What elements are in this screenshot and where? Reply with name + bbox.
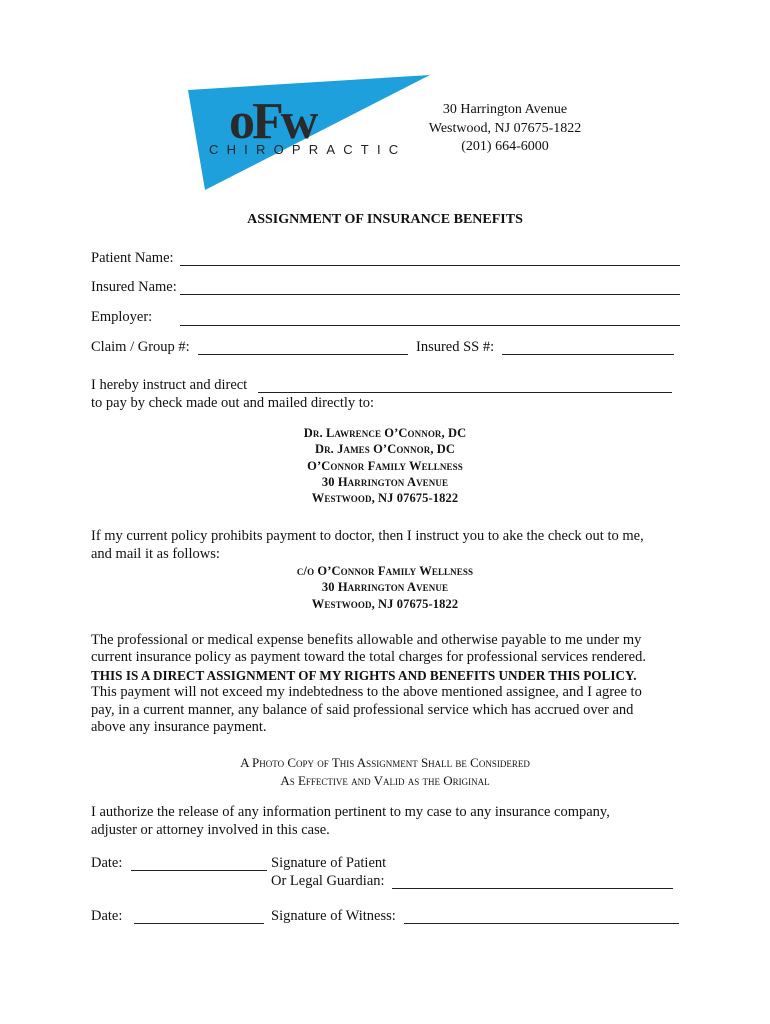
patient-name-field[interactable] — [180, 265, 680, 266]
payee-line-4: 30 Harrington Avenue — [321, 474, 449, 489]
address-street: 30 Harrington Avenue — [442, 102, 568, 117]
insured-ss-label: Insured SS #: — [416, 339, 495, 355]
benefits-line-4: This payment will not exceed my indebtedness to the above mentioned assignee, and I agree to — [91, 684, 642, 701]
alt-address-1: c/o O’Connor Family Wellness — [296, 564, 474, 578]
authorize-line-1: I authorize the release of any information pertinent to my case to any insurance company, — [91, 804, 610, 820]
header-address — [405, 101, 605, 157]
svg-text:oFw: oFw — [229, 93, 316, 150]
benefits-line-1: The professional or medical expense benefits allowable and otherwise payable to me under my — [91, 632, 642, 648]
patient-signature-field[interactable] — [392, 888, 673, 889]
insured-ss-field[interactable] — [502, 354, 674, 355]
patient-signature-label: Signature of Patient — [271, 855, 387, 871]
benefits-line-6: above any insurance payment. — [91, 719, 267, 736]
claim-group-field[interactable] — [198, 354, 408, 355]
address-city: Westwood, NJ 07675-1822 — [428, 120, 582, 136]
patient-name-label: Patient Name: — [91, 250, 174, 266]
claim-group-label: Claim / Group #: — [91, 339, 190, 355]
instruct-line-2: to pay by check made out and mailed directly to: — [91, 395, 375, 411]
authorize-paragraph — [91, 804, 610, 839]
employer-label: Employer: — [91, 309, 153, 325]
benefits-line-5: pay, in a current manner, any balance of said professional service which has accrued over and — [91, 701, 634, 718]
photocopy-note — [0, 754, 770, 790]
alt-address-2: 30 Harrington Avenue — [321, 580, 449, 595]
witness-signature-field[interactable] — [404, 923, 679, 924]
authorize-line-2: adjuster or attorney involved in this case. — [91, 821, 330, 838]
alt-text-1: If my current policy prohibits payment to doctor, then I instruct you to ake the check out to me, — [91, 528, 644, 544]
photocopy-note-1: A Photo Copy of This Assignment Shall be Considered — [240, 755, 530, 770]
alt-address-block — [0, 563, 770, 612]
patient-date-label: Date: — [91, 855, 123, 871]
alt-address-3: Westwood, NJ 07675-1822 — [311, 596, 459, 611]
logo — [185, 72, 435, 192]
witness-signature-label: Signature of Witness: — [271, 908, 396, 924]
employer-field[interactable] — [180, 325, 680, 326]
payee-line-2: Dr. James O’Connor, DC — [314, 442, 456, 457]
payee-line-1: Dr. Lawrence O’Connor, DC — [303, 426, 467, 440]
witness-date-field[interactable] — [134, 923, 264, 924]
payee-block — [0, 425, 770, 506]
photocopy-note-2: As Effective and Valid as the Original — [280, 773, 490, 788]
logo-tagline: CHIROPRACTIC — [209, 142, 407, 157]
instruct-line: I hereby instruct and direct — [91, 377, 248, 393]
benefits-line-2: current insurance policy as payment toward the total charges for professional services rendered. — [91, 649, 646, 666]
address-phone: (201) 664-6000 — [461, 139, 549, 154]
insured-name-label: Insured Name: — [91, 279, 177, 295]
insured-name-field[interactable] — [180, 294, 680, 295]
payee-line-3: O’Connor Family Wellness — [307, 458, 463, 473]
form-title: ASSIGNMENT OF INSURANCE BENEFITS — [247, 212, 523, 227]
benefits-paragraph — [91, 632, 646, 736]
witness-date-label: Date: — [91, 908, 123, 924]
guardian-signature-label: Or Legal Guardian: — [271, 873, 385, 889]
direct-assignment-statement: THIS IS A DIRECT ASSIGNMENT OF MY RIGHTS AND BENEFITS UNDER THIS POLICY. — [91, 667, 637, 683]
payee-line-5: Westwood, NJ 07675-1822 — [311, 491, 459, 506]
alt-text-2: and mail it as follows: — [91, 546, 220, 562]
insurer-name-field[interactable] — [258, 392, 672, 393]
patient-date-field[interactable] — [131, 870, 267, 871]
logo-graphic — [185, 72, 435, 192]
